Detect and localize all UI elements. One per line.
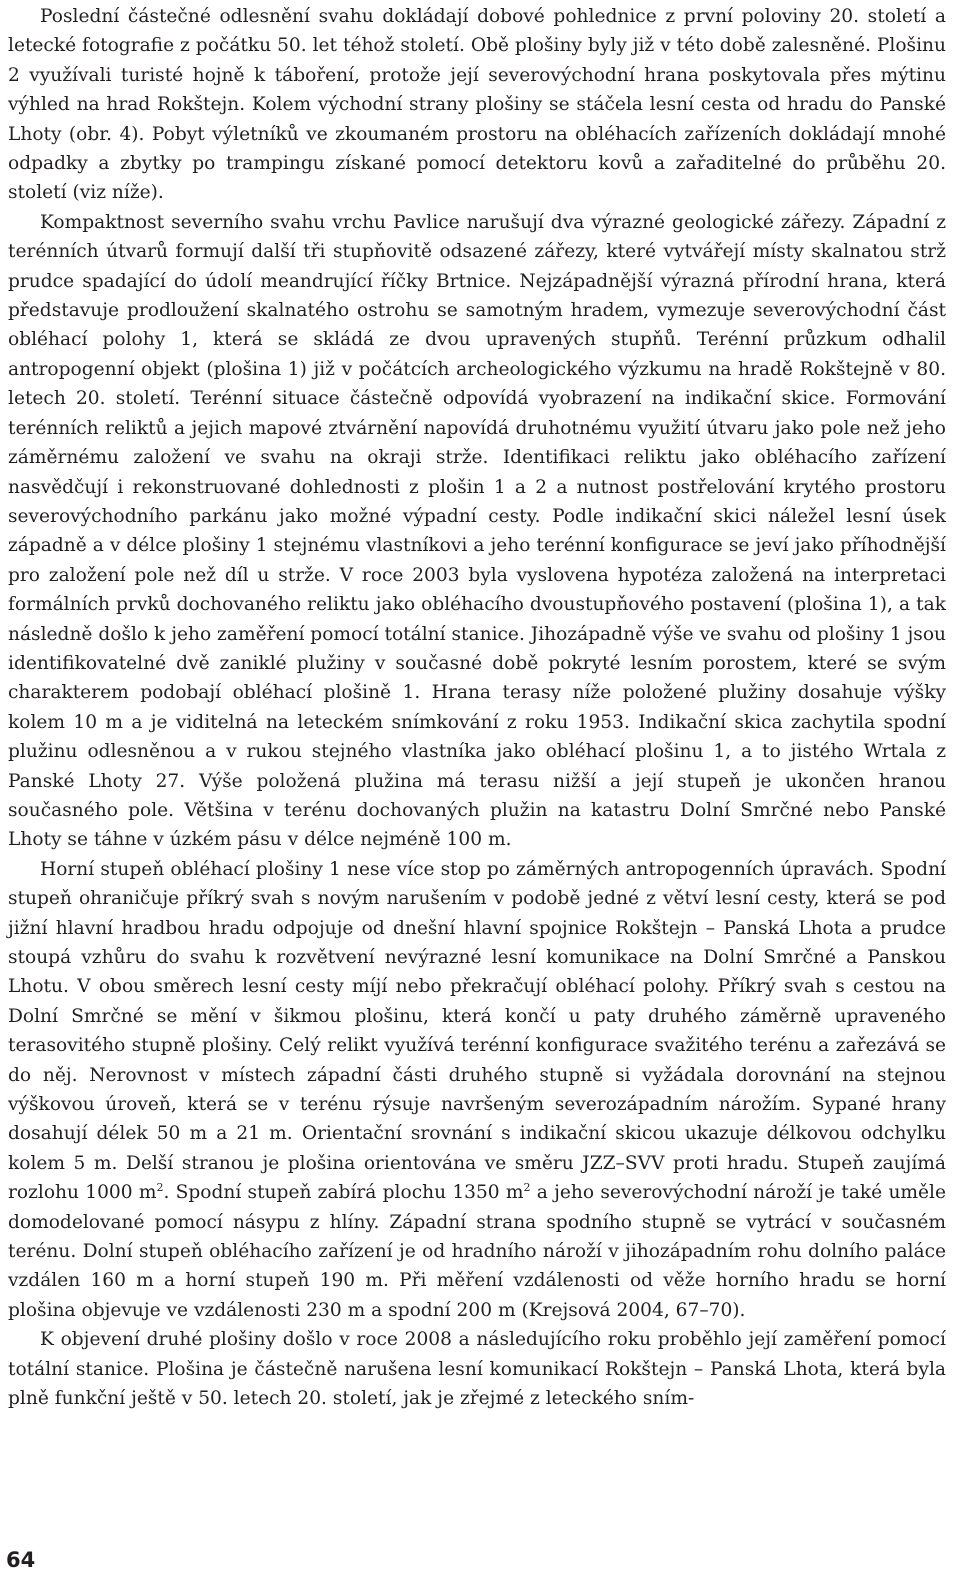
superscript-squared: 2 xyxy=(523,1181,531,1195)
paragraph-1: Poslední částečné odlesnění svahu dokládají dobové pohlednice z první poloviny 20. století a letecké fotografie z počátku 50. let téhož století. Obě plošiny byly již v této době zalesněné. Plošinu 2 využívali turisté hojně k táboření, protože její severovýchodní hrana poskytovala přes mýtinu výhled na hrad Rokštejn. Kolem východní strany plošiny se stáčela lesní cesta od hradu do Panské Lhoty (obr. 4). Pobyt výletníků ve zkoumaném prostoru na obléhacích zařízeních dokládají mnohé odpadky a zbytky po trampingu získané pomocí detektoru kovů a zařaditelné do průběhu 20. století (viz níže). xyxy=(8,6,946,204)
paragraph-4: K objevení druhé plošiny došlo v roce 2008 a následujícího roku proběhlo její zaměření pomocí totální stanice. Plošina je částečně narušena lesní komunikací Rokštejn – Panská Lhota, která byla plně funkční ještě v 50. letech 20. století, jak je zřejmé z leteckého sním- xyxy=(8,1329,946,1410)
paragraph-2: Kompaktnost severního svahu vrchu Pavlice narušují dva výrazné geologické zářezy. Západní z terénních útvarů formují další tři stupňovitě odsazené zářezy, které vytvářejí místy skalnatou strž prudce spadající do údolí meandrující říčky Brtnice. Nejzápadnější výrazná přírodní hrana, která představuje prodloužení skalnatého ostrohu se samotným hradem, vymezuje severovýchodní část obléhací polohy 1, která se skládá ze dvou upravených stupňů. Terénní průzkum odhalil antropogenní objekt (plošina 1) již v počátcích archeologického výzkumu na hradě Rokštejně v 80. letech 20. století. Terénní situace částečně odpovídá vyobrazení na indikační skice. Formování terénních reliktů a jejich mapové ztvárnění napovídá druhotnému využití útvaru jako pole než jeho záměrnému založení ve svahu na okraji strže. Identifikaci reliktu jako obléhacího zařízení nasvědčují i rekonstruované dohlednosti z plošin 1 a 2 a nutnost postřelování krytého prostoru severovýchodního parkánu jako možné výpadní cesty. Podle indikační skici náležel lesní úsek západně a v délce plošiny 1 stejnému vlastníkovi a jeho terénní konfigurace se jeví jako příhodnější pro založení pole než díl u strže. V roce 2003 byla vyslovena hypotéza založená na interpretaci formálních prvků dochovaného reliktu jako obléhacího dvoustupňového postavení (plošina 1), a tak následně došlo k jeho zaměření pomocí totální stanice. Jihozápadně výše ve svahu od plošiny 1 jsou identifikovatelné dvě zaniklé plužiny v současné době pokryté lesním porostem, které se svým charakterem podobají obléhací plošině 1. Hrana terasy níže položené plužiny dosahuje výšky kolem 10 m a je viditelná na leteckém snímkování z roku 1953. Indikační skica zachytila spodní plužinu odlesněnou a v rukou stejného vlastníka jako obléhací plošinu 1, a to jistého Wrtala z Panské Lhoty 27. Výše položená plužina má terasu nižší a její stupeň je ukončen hranou současného pole. Většina v terénu dochovaných plužin na katastru Dolní Smrčné nebo Panské Lhoty se táhne v úzkém pásu v délce nejméně 100 m. xyxy=(8,211,947,851)
superscript-squared: 2 xyxy=(156,1181,164,1195)
body-text xyxy=(8,2,946,1414)
page-number: 64 xyxy=(6,1548,36,1572)
paragraph-3-text-b: . Spodní stupeň zabírá plochu 1350 m xyxy=(163,1182,524,1204)
paragraph-3 xyxy=(8,855,946,1326)
paragraph-3-text-a: Horní stupeň obléhací plošiny 1 nese více stop po záměrných antropogenních úpravách. Spodní stupeň ohraničuje příkrý svah s novým narušením v podobě jedné z větví lesní cesty, která se pod jižní hlavní hradbou hradu odpojuje od dnešní hlavní spojnice Rokštejn – Panská Lhota a prudce stoupá vzhůru do svahu k rozvětvení nevýrazné lesní komunikace na Dolní Smrčné a Panskou Lhotu. V obou směrech lesní cesty míjí nebo překračují obléhací polohy. Příkrý svah s cestou na Dolní Smrčné se mění v šikmou plošinu, která končí u paty druhého záměrně upraveného terasovitého stupně plošiny. Celý relikt využívá terénní konfigurace svažitého terénu a zařezává se do něj. Nerovnost v místech západní části druhého stupně si vyžádala dorovnání na stejnou výškovou úroveň, která se v terénu rýsuje navršeným severozápadním nárožím. Sypané hrany dosahují délek 50 m a 21 m. Orientační srovnání s indikační skicou ukazuje délkovou odchylku kolem 5 m. Delší stranou je plošina orientována ve směru JZZ–SVV proti hradu. Stupeň zaujímá rozlohu 1000 m xyxy=(8,858,946,1204)
paragraph-3-text-c: a jeho severovýchodní nároží je také uměle domodelované pomocí násypu z hlíny. Západní strana spodního stupně se vytrácí v současném terénu. Dolní stupeň obléhacího zařízení je od hradního nároží v jihozápadním rohu dolního paláce vzdálen 160 m a horní stupeň 190 m. Při měření vzdálenosti od věže horního hradu se horní plošina objevuje ve vzdálenosti 230 m a spodní 200 m (Krejsová 2004, 67–70). xyxy=(8,1182,947,1321)
